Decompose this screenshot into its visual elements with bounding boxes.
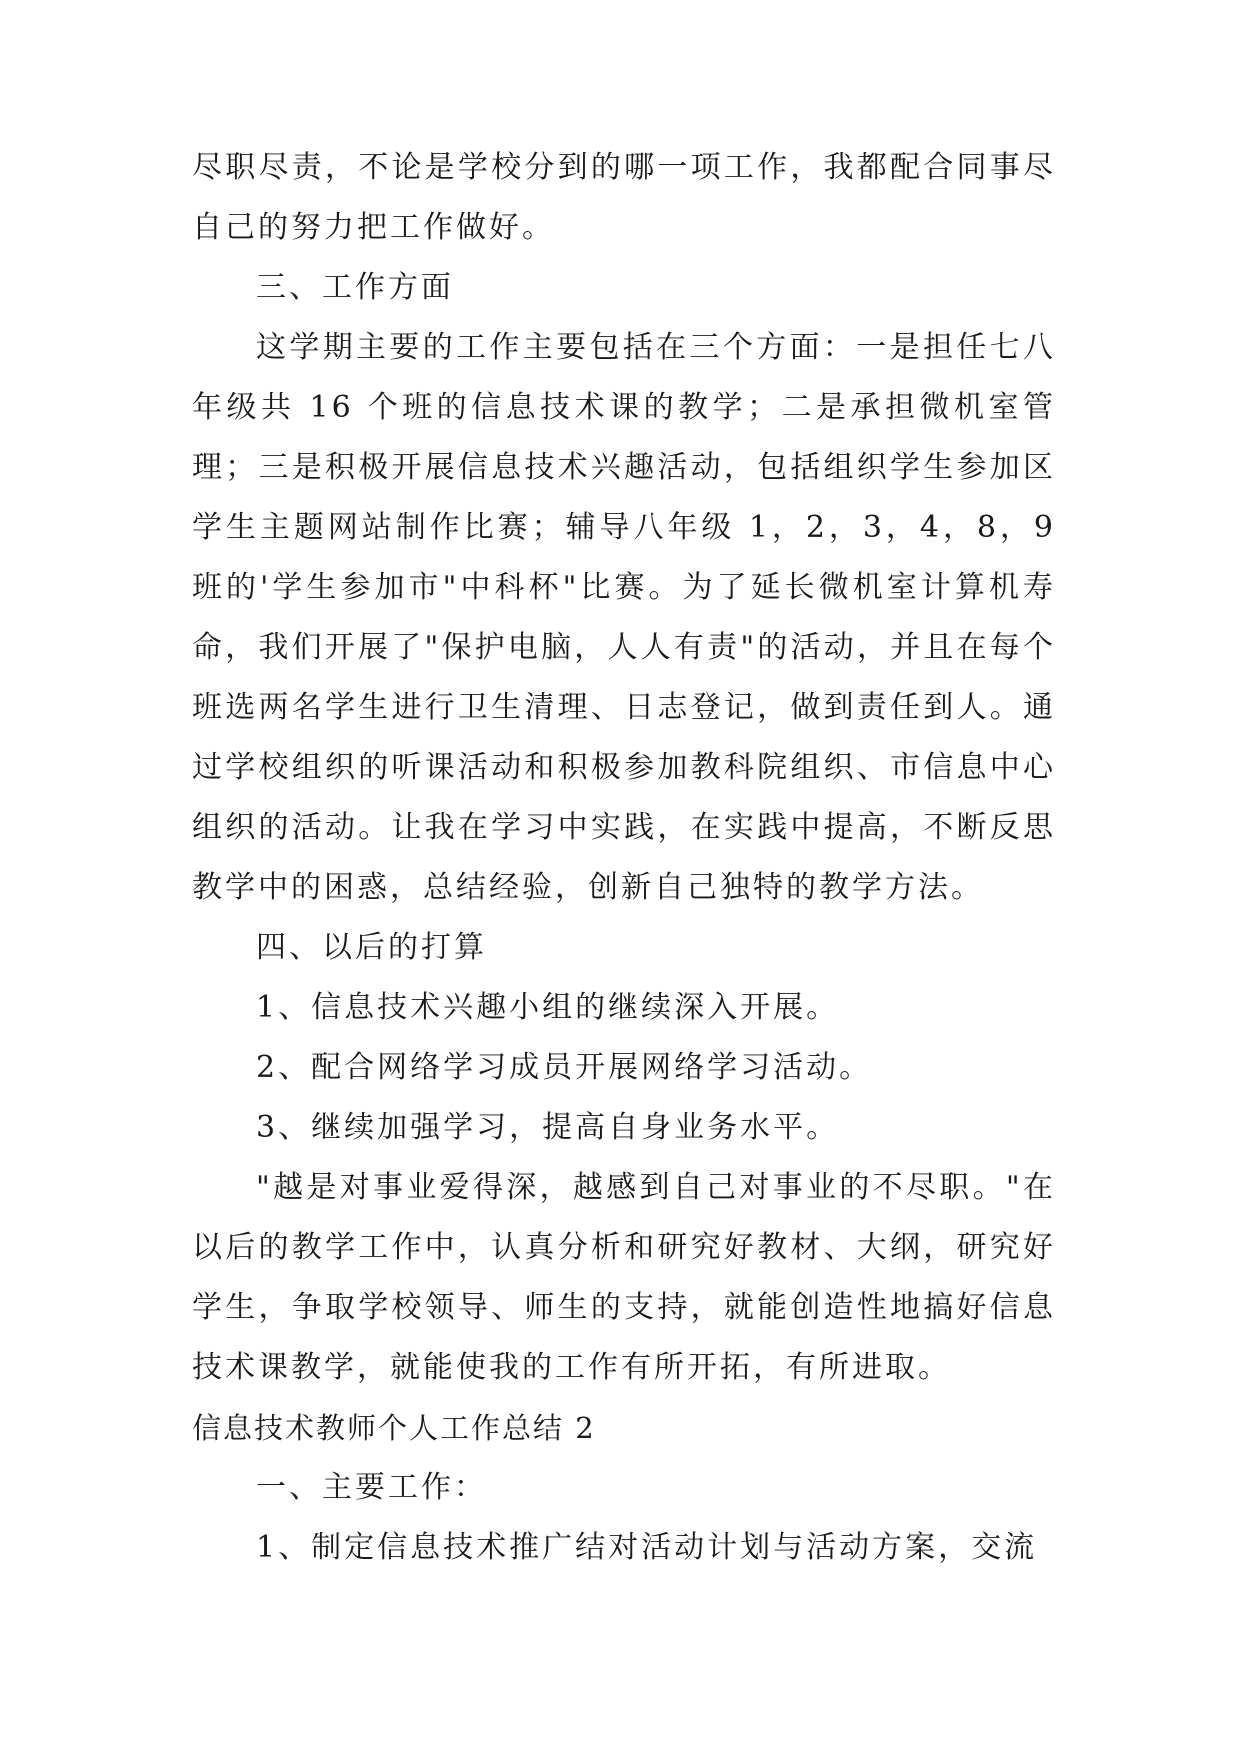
paragraph-continuation: 尽职尽责，不论是学校分到的哪一项工作，我都配合同事尽自己的努力把工作做好。 (192, 150, 1056, 245)
heading-future-plans: 四、以后的打算 (256, 930, 487, 965)
list-item-plan-3: 3、继续加强学习，提高自身业务水平。 (256, 1110, 840, 1145)
heading-main-work: 一、主要工作： (256, 1470, 487, 1505)
section-title: 信息技术教师个人工作总结 2 (192, 1411, 596, 1445)
document-body (192, 138, 1056, 1578)
heading-work-aspects: 三、工作方面 (256, 270, 454, 305)
list-item-main-work-1: 1、制定信息技术推广结对活动计划与活动方案，交流 (256, 1530, 1038, 1565)
list-item-plan-2: 2、配合网络学习成员开展网络学习活动。 (256, 1050, 873, 1085)
paragraph-work-details: 这学期主要的工作主要包括在三个方面：一是担任七八年级共 16 个班的信息技术课的教学；二是承担微机室管理；三是积极开展信息技术兴趣活动，包括组织学生参加区学生主题网站制作比赛；辅导八年级 1，2，3，4，8，9 班的'学生参加市"中科杯"比赛。为了延长微机室计算机寿命，我们开展了"保护电脑，人人有责"的活动，并且在每个班选两名学生进行卫生清理、日志登记，做到责任到人。通过学校组织的听课活动和积极参加教科院组织、市信息中心组织的活动。让我在学习中实践，在实践中提高，不断反思教学中的困惑，总结经验，创新自己独特的教学方法。 (192, 330, 1056, 905)
list-item-plan-1: 1、信息技术兴趣小组的继续深入开展。 (256, 990, 840, 1025)
paragraph-closing: "越是对事业爱得深，越感到自己对事业的不尽职。"在以后的教学工作中，认真分析和研究好教材、大纲，研究好学生，争取学校领导、师生的支持，就能创造性地搞好信息技术课教学，就能使我的工作有所开拓，有所进取。 (192, 1170, 1056, 1385)
